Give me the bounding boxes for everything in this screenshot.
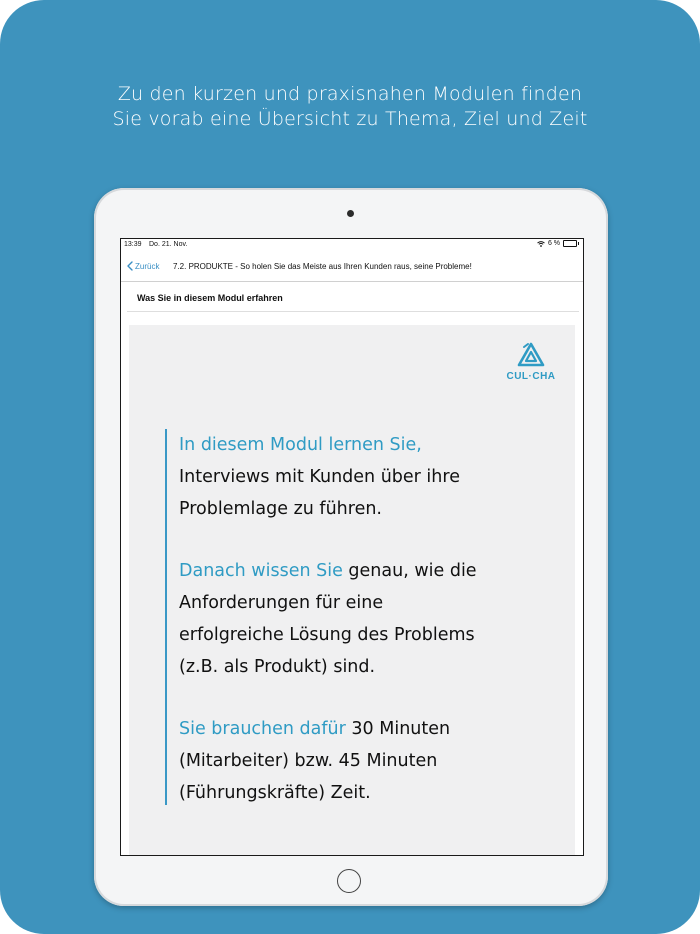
highlight-outcome: Danach wissen Sie — [179, 561, 343, 581]
paragraph-duration — [179, 713, 579, 809]
ipad-frame — [94, 188, 608, 906]
back-button[interactable] — [127, 261, 159, 271]
status-bar — [121, 239, 583, 251]
headline-line-1: Zu den kurzen und praxisnahen Modulen finden — [117, 83, 583, 105]
status-indicators — [537, 240, 577, 247]
section-title: Was Sie in diesem Modul erfahren — [137, 293, 283, 303]
text-line: (Führungskräfte) Zeit. — [179, 783, 371, 803]
text-line: 30 Minuten — [345, 719, 451, 739]
highlight-duration: Sie brauchen dafür — [179, 719, 346, 739]
paragraph-learn — [179, 429, 579, 525]
promo-headline — [0, 82, 700, 132]
camera-icon — [347, 210, 354, 217]
home-button[interactable] — [337, 869, 361, 893]
logo-text: CUL·CHA — [506, 371, 556, 382]
text-line: Interviews mit Kunden über ihre — [179, 467, 460, 487]
app-screen — [120, 238, 584, 856]
recycle-icon — [515, 341, 547, 369]
highlight-learn: In diesem Modul lernen Sie, — [179, 435, 422, 455]
divider — [127, 311, 579, 312]
back-label: Zurück — [135, 261, 160, 271]
nav-bar — [121, 255, 583, 282]
text-line: genau, wie die — [342, 561, 477, 581]
text-line: Problemlage zu führen. — [179, 499, 382, 519]
status-date: Do. 21. Nov. — [149, 241, 188, 248]
text-line: Anforderungen für eine — [179, 593, 384, 613]
text-line: (z.B. als Produkt) sind. — [179, 657, 376, 677]
wifi-icon — [537, 241, 545, 247]
paragraph-outcome — [179, 555, 579, 683]
module-description — [165, 429, 579, 805]
text-line: (Mitarbeiter) bzw. 45 Minuten — [179, 751, 438, 771]
status-time: 13:39 — [124, 241, 142, 248]
text-line: erfolgreiche Lösung des Problems — [179, 625, 475, 645]
battery-icon — [563, 240, 577, 247]
nav-title: 7.2. PRODUKTE - So holen Sie das Meiste aus Ihren Kunden raus, seine Probleme! — [173, 262, 472, 271]
headline-line-2: Sie vorab eine Übersicht zu Thema, Ziel und Zeit — [112, 108, 588, 130]
culcha-logo — [501, 341, 561, 389]
module-info-card — [129, 325, 575, 855]
battery-percent: 6 % — [547, 240, 560, 247]
chevron-left-icon — [127, 261, 133, 271]
